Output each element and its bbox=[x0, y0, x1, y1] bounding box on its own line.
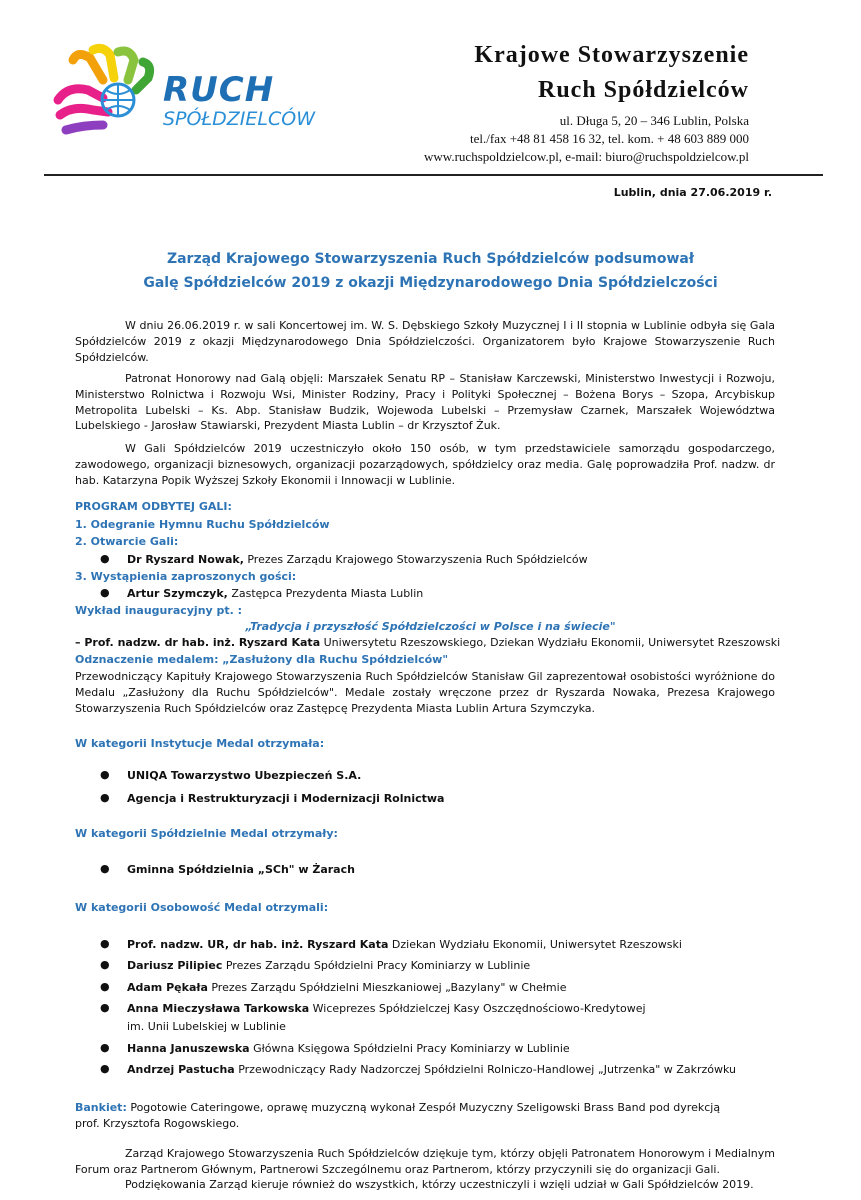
category-persons-heading: W kategorii Osobowość Medal otrzymali: bbox=[75, 901, 329, 914]
category-cooperatives-heading: W kategorii Spółdzielnie Medal otrzymały: bbox=[75, 827, 338, 840]
speaker-role: Prezes Zarządu Krajowego Stowarzyszenia Ruch Spółdzielców bbox=[243, 553, 588, 566]
title-line2: Galę Spółdzielców 2019 z okazji Międzynarodowego Dnia Spółdzielczości bbox=[143, 275, 718, 291]
speaker-name: Dr Ryszard Nowak, bbox=[127, 553, 244, 566]
contact-phone: tel./fax +48 81 458 16 32, tel. kom. + 48 603 889 000 bbox=[470, 131, 749, 146]
person-item bbox=[100, 980, 567, 994]
person-name: Prof. nadzw. UR, dr hab. inż. Ryszard Kata bbox=[127, 938, 389, 951]
institution-name: Agencja i Restrukturyzacji i Modernizacji Rolnictwa bbox=[127, 792, 445, 805]
lecturer-role: Uniwersytetu Rzeszowskiego, Dziekan Wydziału Ekonomii, Uniwersytet Rzeszowski bbox=[320, 636, 781, 649]
bullet-icon: ● bbox=[100, 862, 110, 875]
bullet-icon: ● bbox=[100, 768, 110, 781]
logo bbox=[48, 40, 358, 140]
banquet-label: Bankiet: bbox=[75, 1101, 127, 1114]
header-divider bbox=[44, 174, 823, 176]
institution-item bbox=[100, 768, 362, 782]
bullet-icon: ● bbox=[100, 552, 110, 565]
person-role: Wiceprezes Spółdzielczej Kasy Oszczędnościowo-Kredytowej bbox=[309, 1002, 646, 1015]
person-role: Prezes Zarządu Spółdzielni Pracy Kominiarzy w Lublinie bbox=[222, 959, 531, 972]
person-role: Dziekan Wydziału Ekonomii, Uniwersytet Rzeszowski bbox=[388, 938, 682, 951]
person-item bbox=[100, 1001, 646, 1015]
program-heading: PROGRAM ODBYTEJ GALI: bbox=[75, 500, 232, 513]
person-role: Przewodniczący Rady Nadzorczej Spółdzielni Rolniczo-Handlowej „Jutrzenka" w Zakrzówku bbox=[234, 1063, 736, 1076]
person-name: Andrzej Pastucha bbox=[127, 1063, 235, 1076]
lecturer bbox=[75, 636, 780, 649]
bullet-icon: ● bbox=[100, 958, 110, 971]
program-item-3-speaker bbox=[100, 586, 424, 600]
person-name: Anna Mieczysława Tarkowska bbox=[127, 1002, 310, 1015]
logo-text-ruch: RUCH bbox=[163, 70, 275, 110]
person-role: Prezes Zarządu Spółdzielni Mieszkaniowej „Bazylany" w Chełmie bbox=[207, 981, 567, 994]
logo-text-spoldzielcow: SPÓŁDZIELCÓW bbox=[163, 108, 315, 130]
person-name: Adam Pękała bbox=[127, 981, 208, 994]
org-name-line2: Ruch Spółdzielców bbox=[537, 77, 749, 103]
person-item bbox=[100, 937, 682, 951]
banquet-line bbox=[75, 1101, 720, 1114]
medal-heading: Odznaczenie medalem: „Zasłużony dla Ruchu Spółdzielców" bbox=[75, 653, 449, 666]
person-name: Hanna Januszewska bbox=[127, 1042, 250, 1055]
speaker-name: Artur Szymczyk, bbox=[127, 587, 228, 600]
org-name-line1: Krajowe Stowarzyszenie bbox=[474, 42, 749, 68]
person-item bbox=[100, 1062, 736, 1076]
cooperative-item bbox=[100, 862, 355, 876]
bullet-icon: ● bbox=[100, 791, 110, 804]
program-item-2: 2. Otwarcie Gali: bbox=[75, 535, 179, 548]
bullet-icon: ● bbox=[100, 1001, 110, 1014]
institution-name: UNIQA Towarzystwo Ubezpieczeń S.A. bbox=[127, 769, 362, 782]
lecture-title: „Tradycja i przyszłość Spółdzielczości w Polsce i na świecie" bbox=[245, 620, 616, 633]
program-item-2-speaker bbox=[100, 552, 588, 566]
institution-item bbox=[100, 791, 445, 805]
title-line1: Zarząd Krajowego Stowarzyszenia Ruch Spółdzielców podsumował bbox=[166, 251, 695, 267]
person-item bbox=[100, 958, 531, 972]
bullet-icon: ● bbox=[100, 937, 110, 950]
bullet-icon: ● bbox=[100, 980, 110, 993]
bullet-icon: ● bbox=[100, 1041, 110, 1054]
medal-description: Przewodniczący Kapituły Krajowego Stowarzyszenia Ruch Spółdzielców Stanisław Gil zaprezentował osobistości wyróżnione do Medalu „Zasłużony dla Ruchu Spółdzielców". Medale zostały wręczone przez dr Ryszarda Nowaka, Prezesa Krajowego Stowarzyszenia Ruch Spółdzielców oraz Zastępcę Prezydenta Miasta Lublin Artura Szymczyka. bbox=[75, 670, 775, 715]
paragraph-participants: W Gali Spółdzielców 2019 uczestniczyło około 150 osób, w tym przedstawiciele samorządu gospodarczego, zawodowego, organizacji biznesowych, organizacji pozarządowych, spółdzielcy oraz media. Galę poprowadziła Prof. nadzw. dr hab. Katarzyna Popik Wyższej Szkoły Ekonomii i Innowacji w Lublinie. bbox=[75, 442, 775, 487]
paragraph-patronage: Patronat Honorowy nad Galą objęli: Marszałek Senatu RP – Stanisław Karczewski, Ministerstwo Inwestycji i Rozwoju, Ministerstwo Rolnictwa i Rozwoju Wsi, Minister Rodziny, Pracy i Polityki Społecznej – Bożena Borys – Szopa, Arcybiskup Metropolita Lubelski – Ks. Abp. Stanisław Budzik, Wojewoda Lubelski – Przemysław Czarnek, Marszałek Województwa Lubelskiego - Jarosław Stawiarski, Prezydent Miasta Lublin – dr Krzysztof Żuk. bbox=[75, 372, 775, 433]
bullet-icon: ● bbox=[100, 1062, 110, 1075]
banquet-line-2: prof. Krzysztofa Rogowskiego. bbox=[75, 1117, 240, 1130]
speaker-role: Zastępca Prezydenta Miasta Lublin bbox=[227, 587, 424, 600]
lecturer-name: – Prof. nadzw. dr hab. inż. Ryszard Kata bbox=[75, 636, 321, 649]
paragraph-intro: W dniu 26.06.2019 r. w sali Koncertowej im. W. S. Dębskiego Szkoły Muzycznej I i II stopnia w Lublinie odbyła się Gala Spółdzielców 2019 z okazji Międzynarodowego Dnia Spółdzielczości. Organizatorem było Krajowe Stowarzyszenie Ruch Spółdzielców. bbox=[75, 319, 775, 364]
contact-web: www.ruchspoldzielcow.pl, e-mail: biuro@ruchspoldzielcow.pl bbox=[424, 149, 749, 164]
category-institutions-heading: W kategorii Instytucje Medal otrzymała: bbox=[75, 737, 325, 750]
contact-address: ul. Długa 5, 20 – 346 Lublin, Polska bbox=[559, 113, 749, 128]
person-name: Dariusz Pilipiec bbox=[127, 959, 223, 972]
person-item bbox=[100, 1041, 570, 1055]
document-date: Lublin, dnia 27.06.2019 r. bbox=[613, 186, 772, 199]
banquet-text: Pogotowie Cateringowe, oprawę muzyczną wykonał Zespół Muzyczny Szeligowski Brass Band pod dyrekcją bbox=[126, 1101, 721, 1114]
program-item-1: 1. Odegranie Hymnu Ruchu Spółdzielców bbox=[75, 518, 330, 531]
cooperative-name: Gminna Spółdzielnia „SCh" w Żarach bbox=[127, 863, 355, 876]
person-role-continued: im. Unii Lubelskiej w Lublinie bbox=[127, 1020, 286, 1033]
thanks-paragraph-2: Podziękowania Zarząd kieruje również do wszystkich, którzy uczestniczyli i wzięli udział w Gali Spółdzielców 2019. bbox=[125, 1178, 754, 1191]
person-role: Główna Księgowa Spółdzielni Pracy Kominiarzy w Lublinie bbox=[249, 1042, 570, 1055]
bullet-icon: ● bbox=[100, 586, 110, 599]
thanks-paragraph: Zarząd Krajowego Stowarzyszenia Ruch Spółdzielców dziękuje tym, którzy objęli Patronatem Honorowym i Medialnym Forum oraz Partnerom Głównym, Partnerowi Szczególnemu oraz Partnerom, którzy przyczynili się do organizacji Gali. bbox=[75, 1147, 775, 1176]
program-item-3: 3. Wystąpienia zaproszonych gości: bbox=[75, 570, 297, 583]
lecture-label: Wykład inauguracyjny pt. : bbox=[75, 604, 243, 617]
